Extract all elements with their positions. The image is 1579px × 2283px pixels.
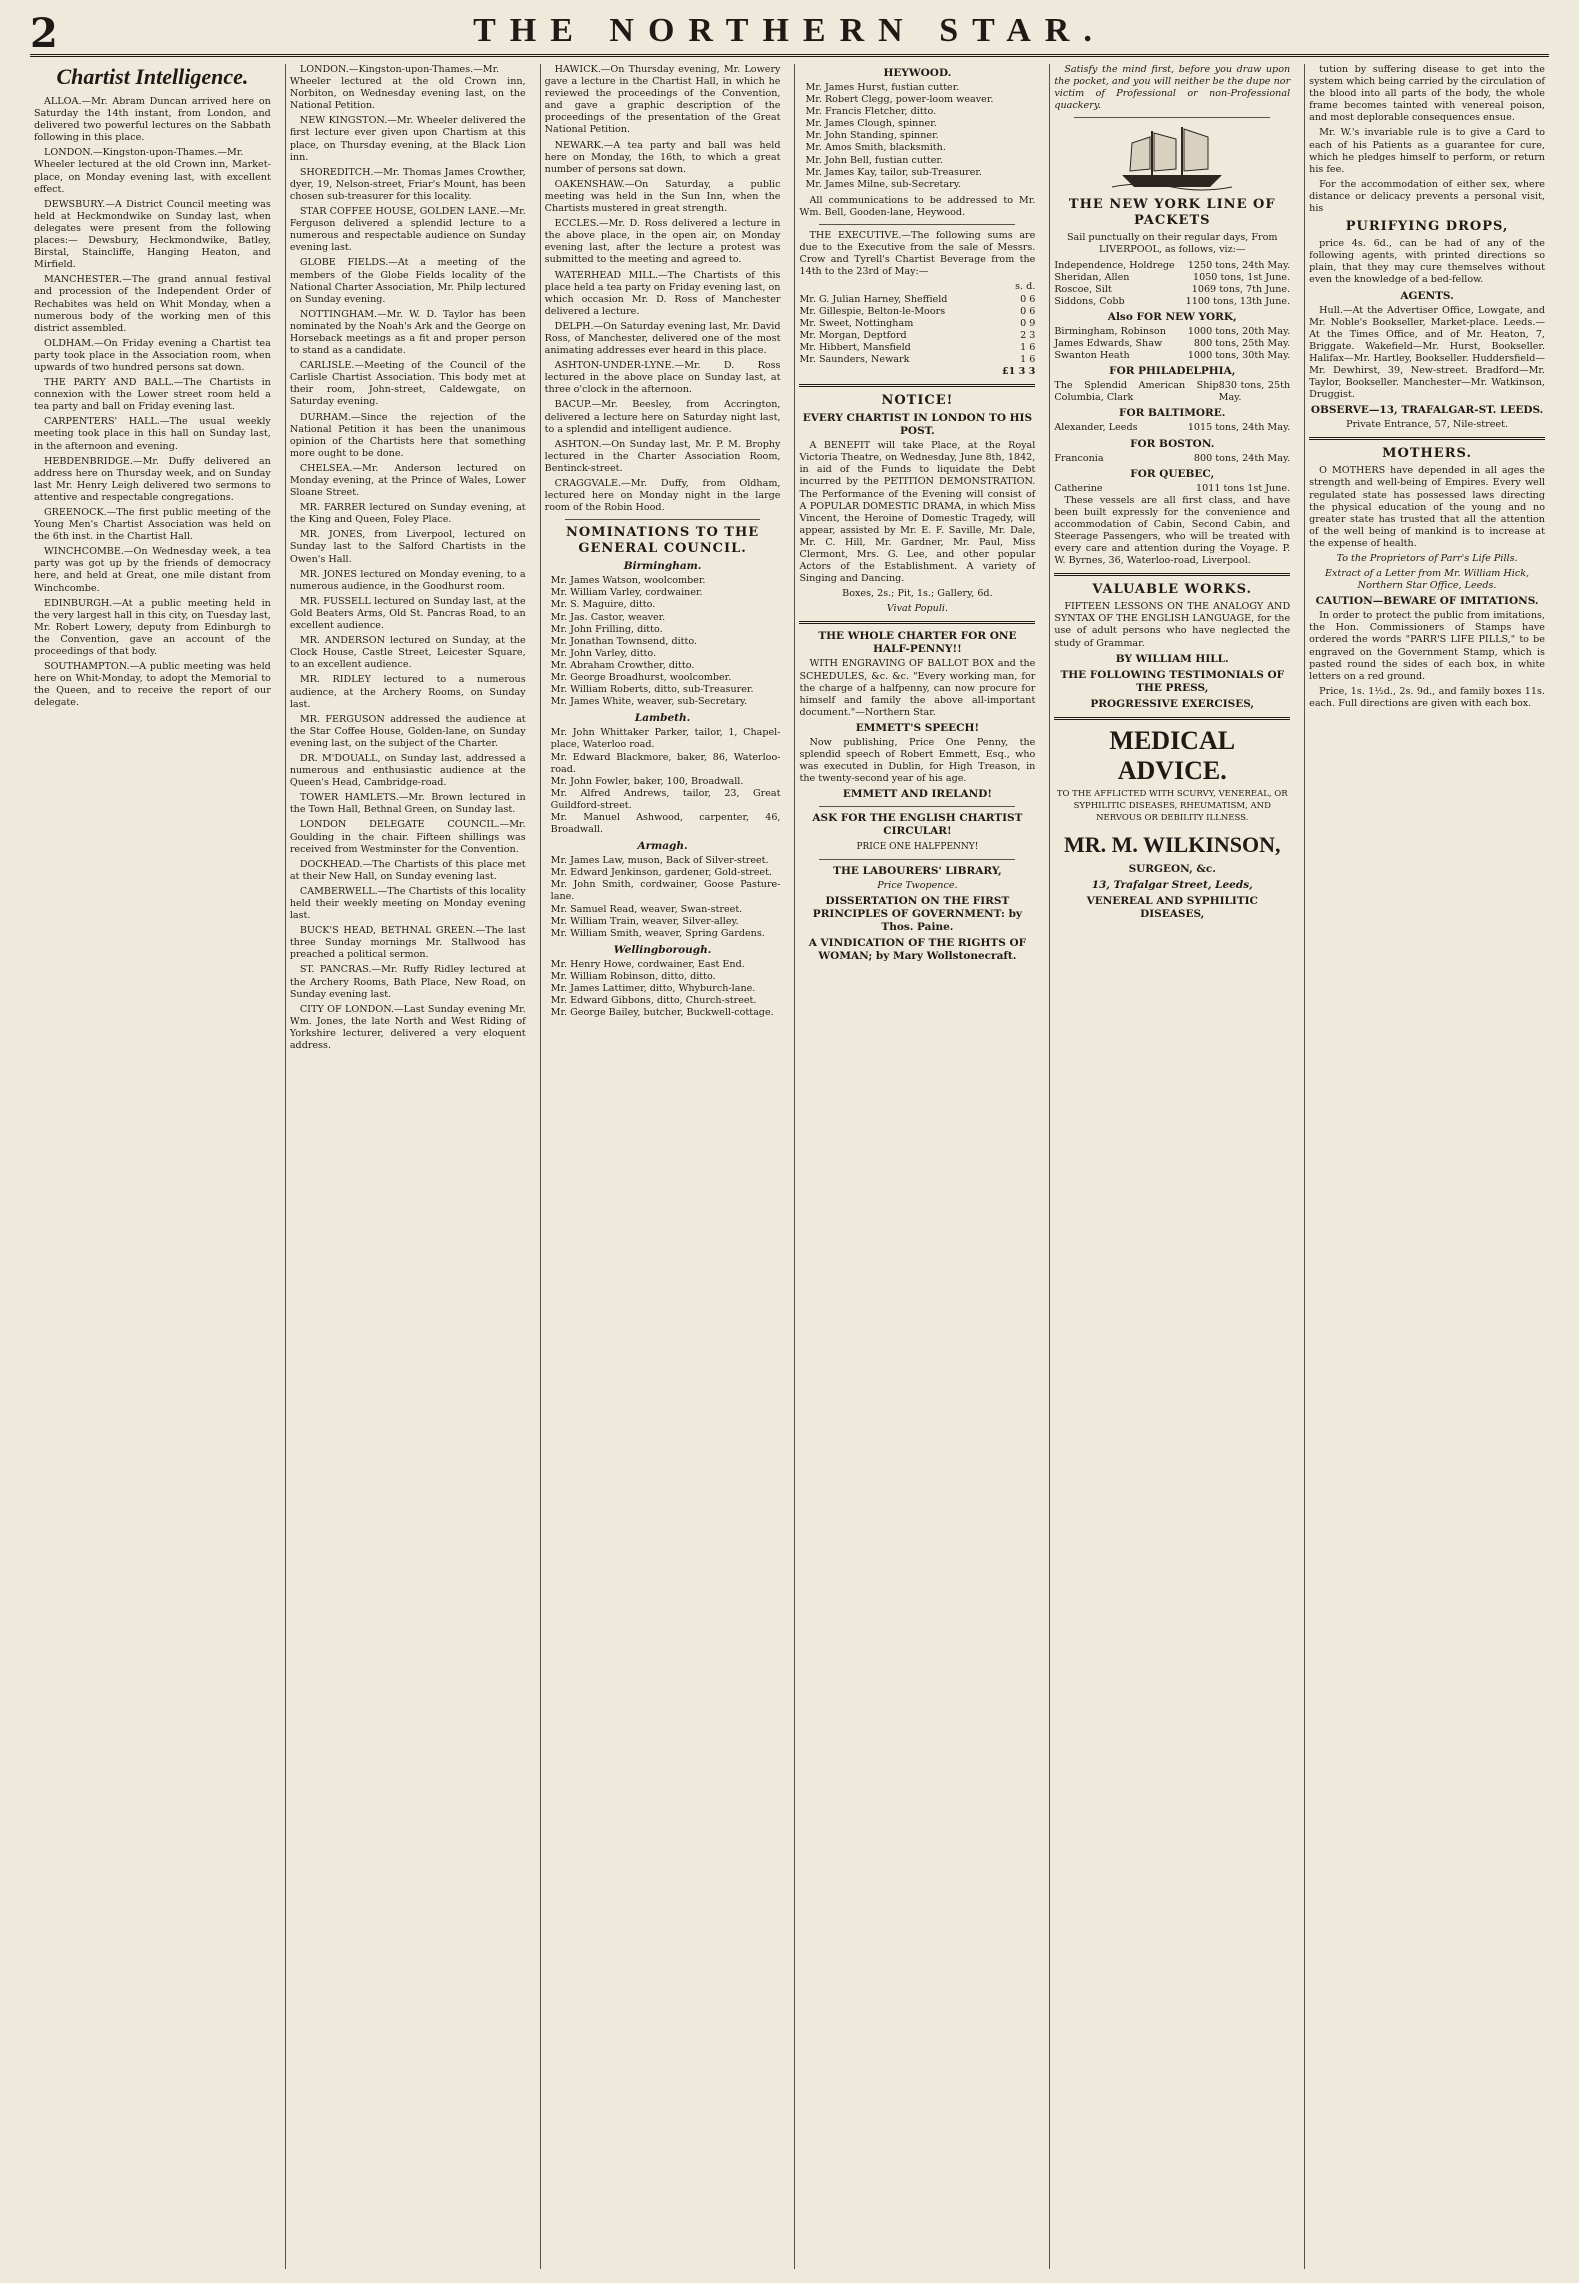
article-paragraph: EDINBURGH.—At a public meeting held in the very largest hall in this city, on Tuesday last, Mr. Robert Lowery, deputy from Edinburgh to the Convention, gave an account of the proceedings of that body. <box>34 597 271 658</box>
agents-body: Hull.—At the Advertiser Office, Lowgate, and Mr. Noble's Bookseller, Market-place. Leeds.—At the Times Office, and of Mr. Heaton, 7, Briggate. Wakefield—Mr. Hurst, Bookseller. Halifax—Mr. Hartley, Bookseller. Huddersfield—Mr. Dewhirst, 39, New-street. Bradford—Mr. Taylor, Bookseller. Manchester—Mr. Watkinson, Druggist. <box>1309 304 1545 401</box>
ship-name: Birmingham, Robinson <box>1054 325 1166 337</box>
article-paragraph: ASHTON-UNDER-LYNE.—Mr. D. Ross lectured in the above place on Sunday last, at three o'clock in the afternoon. <box>544 360 781 396</box>
article-paragraph: MANCHESTER.—The grand annual festival and procession of the Independent Order of Rechabites was held on Whit Monday, when a numerous body of the working men of this district assembled. <box>34 274 271 334</box>
executive-table <box>799 294 1035 367</box>
emmett-heading: EMMETT'S SPEECH! <box>855 721 980 734</box>
nomination-place: Birmingham. <box>623 560 702 573</box>
heywood-name: Mr. Francis Fletcher, ditto. <box>805 106 937 118</box>
notice-prices: Boxes, 2s.; Pit, 1s.; Gallery, 6d. <box>842 588 993 600</box>
nominee: Mr. John Whittaker Parker, tailor, 1, Chapel-place, Waterloo road. <box>550 727 781 751</box>
dissertation-heading: DISSERTATION ON THE FIRST PRINCIPLES OF GOVERNMENT: by Thos. Paine. <box>812 895 1023 934</box>
column-3 <box>540 64 785 2269</box>
ship-tons: 1000 tons, 30th May. <box>1187 350 1291 362</box>
page-number: 2 <box>30 10 58 57</box>
column-2 <box>285 64 530 2269</box>
library-heading: THE LABOURERS' LIBRARY, <box>833 865 1002 878</box>
article-paragraph: MR. ANDERSON lectured on Sunday, at the Clock House, Castle Street, Leicester Square, to an excellent audience. <box>289 635 526 671</box>
article-paragraph: MR. JONES lectured on Monday evening, to a numerous audience, in the Goodhurst room. <box>289 568 526 592</box>
whole-charter-heading: THE WHOLE CHARTER FOR ONE HALF-PENNY!! <box>818 630 1017 656</box>
ship-name: Catherine <box>1054 482 1103 494</box>
executive-name: Mr. Saunders, Newark <box>799 353 910 365</box>
heywood-name: Mr. Amos Smith, blacksmith. <box>805 142 946 154</box>
heywood-heading: HEYWOOD. <box>883 67 952 79</box>
article-paragraph: MR. FERGUSON addressed the audience at the Star Coffee House, Golden-lane, on Sunday evening last, on the subject of the Charter. <box>289 713 526 749</box>
ship-row <box>1054 380 1290 404</box>
ship-row <box>1054 350 1290 362</box>
ship-name: Independence, Holdrege <box>1054 259 1175 271</box>
ship-row <box>1054 422 1290 434</box>
ship-row <box>1054 296 1290 308</box>
article-paragraph: DELPH.—On Saturday evening last, Mr. David Ross, of Manchester, delivered one of the most animating addresses ever heard in this place. <box>544 320 781 357</box>
emmett-body: Now publishing, Price One Penny, the splendid speech of Robert Emmett, Esq., who was executed in Dublin, for High Treason, in the twenty-second year of his age. <box>799 736 1036 785</box>
wilkinson-address: 13, Trafalgar Street, Leeds, <box>1091 878 1253 891</box>
price-twopence: Price Twopence. <box>877 880 958 892</box>
nominee: Mr. Jonathan Townsend, ditto. <box>550 635 698 647</box>
nominations-list <box>545 560 781 1019</box>
article-paragraph: Mr. W.'s invariable rule is to give a Card to each of his Patients as a guarantee for cure, which he pledges himself to perform, or return his fee. <box>1309 127 1545 175</box>
nomination-names <box>545 959 781 1019</box>
vindication-heading: A VINDICATION OF THE RIGHTS OF WOMAN; by Mary Wollstonecraft. <box>808 937 1027 963</box>
article-paragraph: TOWER HAMLETS.—Mr. Brown lectured in the Town Hall, Bethnal Green, on Sunday last. <box>289 792 526 816</box>
nominee: Mr. John Varley, ditto. <box>550 647 657 659</box>
heywood-name: Mr. James Milne, sub-Secretary. <box>805 178 961 190</box>
price-line: Price, 1s. 1½d., 2s. 9d., and family boxes 11s. each. Full directions are given with each box. <box>1309 685 1545 709</box>
notice-heading: NOTICE! <box>881 393 954 409</box>
article-paragraph: SHOREDITCH.—Mr. Thomas James Crowther, dyer, 19, Nelson-street, Friar's Mount, has been chosen sub-treasurer for this locality. <box>289 166 526 202</box>
executive-name: Mr. Sweet, Nottingham <box>799 317 914 329</box>
nominee: Mr. Jas. Castor, weaver. <box>550 611 666 623</box>
heywood-name: Mr. Robert Clegg, power-loom weaver. <box>805 94 994 106</box>
article-paragraph: OAKENSHAW.—On Saturday, a public meeting was held in the Sun Inn, when the Chartists mustered in great strength. <box>544 178 781 215</box>
divider <box>819 806 1015 807</box>
nomination-names <box>545 855 781 940</box>
intro-text: Satisfy the mind first, before you draw upon the pocket, and you will neither be the dupe nor victim of Professional or non-Professional quackery. <box>1054 64 1291 112</box>
ship-tons: 1011 tons 1st June. <box>1196 482 1291 494</box>
executive-row <box>799 318 1035 330</box>
article-paragraph: THE PARTY AND BALL.—The Chartists in connexion with the Lower street room held a tea party and ball on Friday evening last. <box>34 377 271 413</box>
executive-total: £1 3 3 <box>1001 366 1036 378</box>
executive-amount: 0 9 <box>1020 317 1036 329</box>
article-paragraph: GREENOCK.—The first public meeting of the Young Men's Chartist Association was held on the 6th inst. in the Chartist Hall. <box>34 507 271 543</box>
valuable-works-heading: VALUABLE WORKS. <box>1092 582 1253 598</box>
nominee: Mr. Manuel Ashwood, carpenter, 46, Broadwall. <box>550 811 781 836</box>
ship-row <box>1054 483 1290 495</box>
article-paragraph: CHELSEA.—Mr. Anderson lectured on Monday evening, at the Prince of Wales, Lower Sloane Street. <box>289 462 526 499</box>
article-paragraph: DOCKHEAD.—The Chartists of this place met at their New Hall, on Sunday evening last. <box>289 858 526 882</box>
article-paragraph: CAMBERWELL.—The Chartists of this locality held their weekly meeting on Monday evening last. <box>289 885 526 922</box>
heywood-names <box>799 82 1035 191</box>
executive-row <box>799 342 1035 354</box>
article-paragraph: MR. FUSSELL lectured on Sunday last, at the Gold Beaters Arms, Old St. Pancras Road, to an excellent audience. <box>289 595 526 632</box>
observe-line: OBSERVE—13, TRAFALGAR-ST. LEEDS. <box>1310 404 1544 417</box>
heywood-name: Mr. John Bell, fustian cutter. <box>805 154 943 166</box>
article-paragraph: STAR COFFEE HOUSE, GOLDEN LANE.—Mr. Ferguson delivered a splendid lecture to a numerous and respectable audience on Sunday evening last. <box>289 206 526 254</box>
column-3-articles <box>545 64 781 514</box>
extract-heading: Extract of a Letter from Mr. William Hick, Northern Star Office, Leeds. <box>1325 568 1530 592</box>
ship-tons: 800 tons, 25th May. <box>1193 338 1291 350</box>
ship-tons: 800 tons, 24th May. <box>1193 452 1291 464</box>
nomination-names <box>545 575 781 708</box>
executive-row <box>799 294 1035 306</box>
article-paragraph: MR. FARRER lectured on Sunday evening, at the King and Queen, Foley Place. <box>289 502 526 526</box>
article-paragraph: OLDHAM.—On Friday evening a Chartist tea party took place in the Association room, when upwards of two hundred persons sat down. <box>34 337 271 373</box>
columns <box>30 64 1549 2269</box>
progressive-heading: PROGRESSIVE EXERCISES, <box>1090 697 1255 710</box>
nominee: Mr. William Roberts, ditto, sub-Treasurer. <box>550 684 754 696</box>
ship-illustration <box>1112 123 1232 193</box>
wilkinson-title: SURGEON, &c. <box>1128 862 1216 875</box>
ship-tons: 1100 tons, 13th June. <box>1185 295 1291 307</box>
executive-row <box>799 330 1035 342</box>
page-header <box>30 8 1549 57</box>
article-paragraph: MR. RIDLEY lectured to a numerous audience, at the Archery Rooms, on Sunday last. <box>289 674 526 710</box>
ship-tons: 1000 tons, 20th May. <box>1187 325 1291 337</box>
executive-row <box>799 306 1035 318</box>
article-paragraph: For the accommodation of either sex, where distance or delicacy prevents a personal visit, his <box>1309 178 1545 215</box>
nominee: Mr. Alfred Andrews, tailor, 23, Great Guildford-street. <box>550 787 781 811</box>
medical-subheading: TO THE AFFLICTED WITH SCURVY, VENEREAL, OR SYPHILITIC DISEASES, RHEUMATISM, AND NERVOUS OR DEBILITY ILLNESS. <box>1056 788 1288 823</box>
executive-paragraph: THE EXECUTIVE.—The following sums are due to the Executive from the sale of Messrs. Crow and Tyrell's Chartist Beverage from the 14th to the 23rd of May:— <box>799 230 1036 278</box>
ships-new-york-2 <box>1054 326 1290 362</box>
nominee: Mr. William Train, weaver, Silver-alley. <box>550 915 739 927</box>
chartist-intelligence-heading: Chartist Intelligence. <box>56 64 249 89</box>
heywood-name: Mr. John Standing, spinner. <box>805 130 939 142</box>
ship-name: Swanton Heath <box>1054 350 1130 362</box>
article-paragraph: MR. JONES, from Liverpool, lectured on Sunday last to the Salford Chartists in the Owen's Hall. <box>289 529 526 565</box>
executive-name: Mr. G. Julian Harney, Sheffield <box>799 293 948 305</box>
article-paragraph: BUCK'S HEAD, BETHNAL GREEN.—The last three Sunday mornings Mr. Stallwood has preached a political sermon. <box>289 925 526 961</box>
executive-row <box>799 354 1035 366</box>
article-paragraph: SOUTHAMPTON.—A public meeting was held here on Whit-Monday, to adopt the Memorial to the Queen, and to receive the report of our delegate. <box>34 661 271 709</box>
article-paragraph: NEWARK.—A tea party and ball was held here on Monday, the 16th, to which a great number of persons sat down. <box>544 139 781 175</box>
ship-row <box>1054 284 1290 296</box>
also-new-york-heading: Also FOR NEW YORK, <box>1107 310 1237 323</box>
caution-body: In order to protect the public from imitations, the Hon. Commissioners of Stamps have ordered the words "PARR'S LIFE PILLS," to be engraved on the Government Stamp, which is pasted round the sides of each box, in white letters on a red ground. <box>1309 610 1545 682</box>
article-paragraph: CITY OF LONDON.—Last Sunday evening Mr. Wm. Jones, the late North and West Riding of Yorkshire lecturer, delivered a very eloquent address. <box>289 1003 526 1052</box>
nominee: Mr. William Smith, weaver, Spring Gardens. <box>550 927 765 939</box>
divider <box>799 384 1035 387</box>
column-6-articles <box>1309 64 1545 215</box>
nomination-names <box>545 727 781 836</box>
article-paragraph: DURHAM.—Since the rejection of the National Petition it has been the unanimous opinion of the Chartists here that something more ought to be done. <box>289 411 526 459</box>
article-paragraph: WATERHEAD MILL.—The Chartists of this place held a tea party on Friday evening last, on which occasion Mr. D. Ross of Manchester delivered a lecture. <box>544 269 781 317</box>
article-paragraph: HEBDENBRIDGE.—Mr. Duffy delivered an address here on Thursday week, and on Sunday last Mr. Henry Leigh delivered two sermons to attentive and respectable congregations. <box>34 455 271 503</box>
article-paragraph: ECCLES.—Mr. D. Ross delivered a lecture in the above place, in the open air, on Monday evening last, after the lecture a protest was submitted to the meeting and agreed to. <box>544 218 781 266</box>
ship-row <box>1054 338 1290 350</box>
ship-name: Siddons, Cobb <box>1054 295 1125 307</box>
mothers-body: O MOTHERS have depended in all ages the strength and well-being of Empires. Every well regulated state has possessed laws directing the physical education of the young and no greater state has trusted that all the attention of the well being of mankind is to increase at the expense of health. <box>1309 465 1545 549</box>
ships-new-york <box>1054 260 1290 308</box>
nominee: Mr. S. Maguire, ditto. <box>550 599 656 611</box>
nominee: Mr. James Lattimer, ditto, Whyburch-lane. <box>550 983 756 994</box>
ship-row <box>1054 272 1290 284</box>
article-paragraph: ST. PANCRAS.—Mr. Ruffy Ridley lectured at the Archery Rooms, Bath Place, New Road, on Sunday evening last. <box>289 964 526 1000</box>
ship-row <box>1054 260 1290 272</box>
divider <box>1309 437 1545 440</box>
boston-heading: FOR BOSTON. <box>1130 437 1215 450</box>
executive-amount: 2 3 <box>1020 329 1036 341</box>
nominee: Mr. Edward Jenkinson, gardener, Gold-street. <box>550 867 772 879</box>
baltimore-heading: FOR BALTIMORE. <box>1119 407 1226 420</box>
nominee: Mr. John Smith, cordwainer, Goose Pasture-lane. <box>550 879 781 903</box>
heywood-name: Mr. James Hurst, fustian cutter. <box>805 82 960 93</box>
private-entrance: Private Entrance, 57, Nile-street. <box>1346 419 1509 431</box>
nominee: Mr. James Watson, woolcomber. <box>550 575 706 587</box>
ask-heading: ASK FOR THE ENGLISH CHARTIST CIRCULAR! <box>812 812 1023 838</box>
fifteen-lessons-heading: FIFTEEN LESSONS ON THE ANALOGY AND SYNTAX OF THE ENGLISH LANGUAGE, for the use of adult persons who have neglected the study of Grammar. <box>1054 601 1291 649</box>
ship-name: James Edwards, Shaw <box>1054 338 1163 350</box>
whole-charter-body: WITH ENGRAVING OF BALLOT BOX and the SCHEDULES, &c. &c. "Every working man, for the charge of a halfpenny, can now procure for himself and family the above all-important document."—Northern Star. <box>799 658 1036 718</box>
ship-name: Franconia <box>1054 452 1104 464</box>
executive-amount: 1 6 <box>1020 353 1036 365</box>
ship-subheading: Sail punctually on their regular days, From LIVERPOOL, as follows, viz:— <box>1066 232 1278 256</box>
column-1 <box>30 64 275 2269</box>
caution-heading: CAUTION—BEWARE OF IMITATIONS. <box>1315 595 1539 608</box>
nominee: Mr. Edward Gibbons, ditto, Church-street. <box>550 995 757 1007</box>
nominee: Mr. Henry Howe, cordwainer, East End. <box>550 958 745 970</box>
article-paragraph: LONDON DELEGATE COUNCIL.—Mr. Goulding in the chair. Fifteen shillings was received from Westminster for the Convention. <box>289 819 526 855</box>
ask-subheading: PRICE ONE HALFPENNY! <box>856 842 979 853</box>
ship-tons: 830 tons, 25th May. <box>1218 380 1291 404</box>
ship-name: Roscoe, Silt <box>1054 283 1112 295</box>
nominee: Mr. Abraham Crowther, ditto. <box>550 659 695 671</box>
executive-amount: 1 6 <box>1020 341 1036 353</box>
header-rule <box>30 54 1549 57</box>
article-paragraph: CARLISLE.—Meeting of the Council of the Carlisle Chartist Association. This body met at their room, John-street, Caldewgate, on Saturday evening. <box>289 360 526 408</box>
parrs-note: To the Proprietors of Parr's Life Pills. <box>1336 553 1518 564</box>
article-paragraph: CRAGGVALE.—Mr. Duffy, from Oldham, lectured here on Monday night in the large room of the Robin Hood. <box>544 478 781 514</box>
article-paragraph: BACUP.—Mr. Beesley, from Accrington, delivered a lecture here on Saturday night last, to a splendid and intelligent audience. <box>544 399 781 435</box>
article-paragraph: WINCHCOMBE.—On Wednesday week, a tea party was got up by the friends of democracy here, and held at Great, one mile distant from Winchcombe. <box>34 546 271 594</box>
nominee: Mr. William Varley, cordwainer. <box>550 587 703 599</box>
ship-note: These vessels are all first class, and have been built expressly for the convenience and accommodation of Cabin, Second Cabin, and Steerage Passengers, who will be treated with every care and attention during the Voyage. P. W. Byrnes, 36, Waterloo-road, Liverpool. <box>1054 494 1291 567</box>
heywood-name: Mr. James Kay, tailor, sub-Treasurer. <box>805 166 982 178</box>
emmett-ireland-heading: EMMETT AND IRELAND! <box>842 788 992 801</box>
article-paragraph: GLOBE FIELDS.—At a meeting of the members of the Globe Fields locality of the National Charter Association, Mr. Philp lectured on Sunday evening. <box>289 257 526 305</box>
column-4 <box>794 64 1039 2269</box>
mothers-heading: MOTHERS. <box>1382 446 1472 462</box>
article-paragraph: ALLOA.—Mr. Abram Duncan arrived here on Saturday the 14th instant, from London, and delivered two powerful lectures on the Sabbath following in this place. <box>34 96 271 144</box>
column-6 <box>1304 64 1549 2269</box>
article-paragraph: tution by suffering disease to get into the system which being carried by the circulation of the blood into all parts of the body, the whole frame becomes tainted with venereal poison, and most deplorable consequences ensue. <box>1309 64 1545 124</box>
column-2-articles <box>290 64 526 1052</box>
nominee: Mr. James Law, muson, Back of Silver-street. <box>550 855 769 867</box>
heywood-note: All communications to be addressed to Mr. Wm. Bell, Gooden-lane, Heywood. <box>799 194 1036 218</box>
nominee: Mr. George Broadhurst, woolcomber. <box>550 672 732 684</box>
article-paragraph: LONDON.—Kingston-upon-Thames.—Mr. Wheeler lectured at the old Crown inn, Market-place, on Monday evening last, with excellent effect. <box>34 147 271 195</box>
ship-tons: 1250 tons, 24th May. <box>1187 259 1291 271</box>
nominee: Mr. Edward Blackmore, baker, 86, Waterloo-road. <box>550 751 781 775</box>
article-paragraph: HAWICK.—On Thursday evening, Mr. Lowery gave a lecture in the Chartist Hall, in which he reviewed the proceedings of the Convention, and gave a graphic description of the proceedings of the presentation of the Great National Petition. <box>544 64 781 136</box>
article-paragraph: ASHTON.—On Sunday last, Mr. P. M. Brophy lectured in the Charter Association Room, Bentinck-street. <box>544 438 781 474</box>
by-hill: BY WILLIAM HILL. <box>1115 652 1229 665</box>
column-1-articles <box>34 96 271 710</box>
masthead-title: THE NORTHERN STAR. <box>473 12 1106 49</box>
medical-advice-heading: MEDICAL ADVICE. <box>1109 725 1236 785</box>
divider <box>1054 717 1290 720</box>
divider <box>1074 117 1270 118</box>
executive-name: Mr. Morgan, Deptford <box>799 329 907 341</box>
article-paragraph: NOTTINGHAM.—Mr. W. D. Taylor has been nominated by the Noah's Ark and the George on Horseback meetings as a fit and proper person to stand as a candidate. <box>289 308 526 357</box>
nomination-place: Lambeth. <box>634 712 691 725</box>
notice-body: A BENEFIT will take Place, at the Royal Victoria Theatre, on Wednesday, June 8th, 1842, in aid of the Funds to liquidate the Debt incurred by the PETITION DEMONSTRATION. The Performance of the Evening will consist of A POPULAR DOMESTIC DRAMA, in which Miss Vincent, the Heroine of Domestic Tragedy, will appear, assisted by Mr. E. F. Saville, Mr. Dale, Mr. C. Hill, Mr. Gardner, Mr. Paul, Miss Clermont, Mrs. G. Lee, and other popular Actors of the Establishment. A variety of Singing and Dancing. <box>799 440 1036 585</box>
ship-name: The Splendid American Ship Columbia, Clark <box>1054 380 1219 404</box>
article-paragraph: LONDON.—Kingston-upon-Thames.—Mr. Wheeler lectured at the old Crown inn, Norbiton, on Wednesday evening last, on the National Petition. <box>289 64 526 112</box>
notice-subheading: EVERY CHARTIST IN LONDON TO HIS POST. <box>802 412 1033 438</box>
divider <box>819 859 1015 860</box>
article-paragraph: DR. M'DOUALL, on Sunday last, addressed a numerous and enthusiastic audience at the Queen's Head, Cambridge-road. <box>289 752 526 789</box>
nomination-place: Armagh. <box>637 840 688 853</box>
testimonials-heading: THE FOLLOWING TESTIMONIALS OF THE PRESS, <box>1060 668 1285 694</box>
executive-amount: 0 6 <box>1020 305 1036 317</box>
ship-tons: 1050 tons, 1st June. <box>1192 271 1291 283</box>
executive-amount: 0 6 <box>1020 293 1036 305</box>
ship-row <box>1054 326 1290 338</box>
nominee: Mr. John Frilling, ditto. <box>550 623 663 635</box>
ship-heading: THE NEW YORK LINE OF PACKETS <box>1068 197 1276 229</box>
nomination-place: Wellingborough. <box>613 943 712 956</box>
nominee: Mr. William Robinson, ditto, ditto. <box>550 970 716 982</box>
philadelphia-heading: FOR PHILADELPHIA, <box>1109 365 1236 378</box>
executive-name: Mr. Gillespie, Belton-le-Moors <box>799 305 946 317</box>
nominee: Mr. John Fowler, baker, 100, Broadwall. <box>550 775 744 787</box>
article-paragraph: CARPENTERS' HALL.—The usual weekly meeting took place in this hall on Sunday last, in the afternoon and evening. <box>34 416 271 452</box>
article-paragraph: NEW KINGSTON.—Mr. Wheeler delivered the first lecture ever given upon Chartism at this place, on Thursday evening, at the Black Lion inn. <box>289 115 526 163</box>
ship-tons: 1015 tons, 24th May. <box>1187 422 1291 434</box>
ship-name: Sheridan, Allen <box>1054 271 1130 283</box>
purifying-body: price 4s. 6d., can be had of any of the following agents, with printed directions so plain, that they may cure themselves without even the knowledge of a bed-fellow. <box>1309 238 1545 286</box>
article-paragraph: DEWSBURY.—A District Council meeting was held at Heckmondwike on Sunday last, when delegates were present from the following places:— Dewsbury, Heckmondwike, Batley, Birstal, Staincliffe, Hanging Heaton, and Mirfield. <box>34 198 271 271</box>
executive-name: Mr. Hibbert, Mansfield <box>799 341 911 353</box>
quebec-heading: FOR QUEBEC, <box>1130 467 1215 480</box>
notice-footer: Vivat Populi. <box>886 603 949 615</box>
nominee: Mr. Samuel Read, weaver, Swan-street. <box>550 903 743 915</box>
ship-row <box>1054 453 1290 465</box>
executive-header: s. d. <box>1015 281 1036 293</box>
agents-heading: AGENTS. <box>1400 289 1454 302</box>
divider <box>819 224 1015 225</box>
ship-tons: 1069 tons, 7th June. <box>1191 283 1291 295</box>
column-5 <box>1049 64 1294 2269</box>
divider <box>799 621 1035 624</box>
nominations-heading: NOMINATIONS TO THE GENERAL COUNCIL. <box>565 525 760 557</box>
purifying-drops-heading: PURIFYING DROPS, <box>1345 219 1509 235</box>
nominee: Mr. George Bailey, butcher, Buckwell-cottage. <box>550 1007 774 1019</box>
venereal-heading: VENEREAL AND SYPHILITIC DISEASES, <box>1086 894 1258 920</box>
nominee: Mr. James White, weaver, sub-Secretary. <box>550 696 748 708</box>
wilkinson-name: MR. M. WILKINSON, <box>1063 831 1281 857</box>
divider <box>565 519 761 520</box>
divider <box>1054 573 1290 576</box>
heywood-name: Mr. James Clough, spinner. <box>805 118 937 130</box>
ship-name: Alexander, Leeds <box>1054 422 1138 434</box>
